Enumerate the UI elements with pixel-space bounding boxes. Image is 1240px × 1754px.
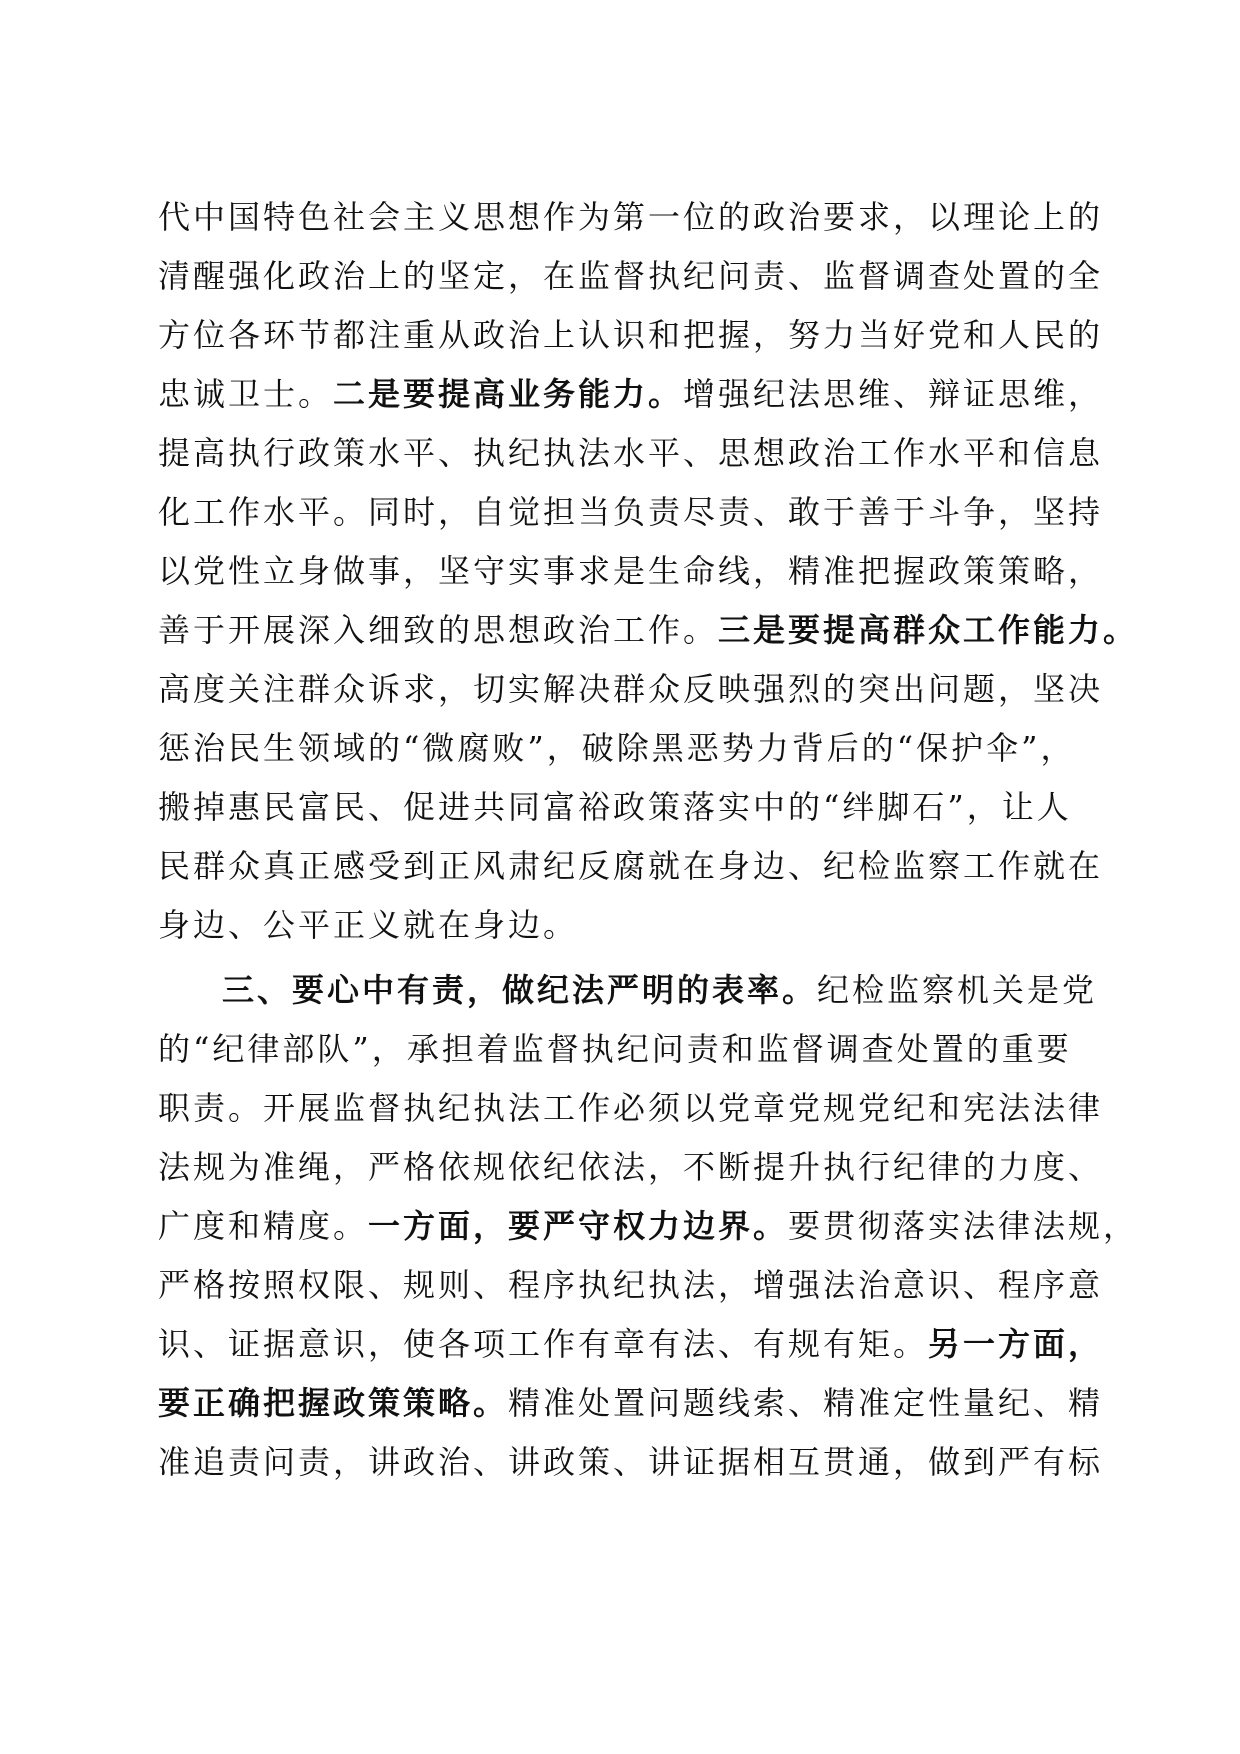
text-line: 职责。开展监督执纪执法工作必须以党章党规党纪和宪法法律 xyxy=(158,1089,1104,1127)
text-line: 法规为准绳，严格依规依纪依法，不断提升执行纪律的力度、 xyxy=(158,1148,1104,1186)
text-line: 准追责问责，讲政治、讲政策、讲证据相互贯通，做到严有标 xyxy=(158,1443,1104,1481)
text-line: 严格按照权限、规则、程序执纪执法，增强法治意识、程序意 xyxy=(158,1266,1104,1304)
text-run: 增强纪法思维、辩证思维， xyxy=(683,375,1104,413)
text-line xyxy=(158,1315,1104,1374)
section-heading: 三、要心中有责，做纪法严明的表率。 xyxy=(222,971,818,1009)
bold-heading: 要正确把握政策策略。 xyxy=(158,1384,509,1422)
text-run: 广度和精度。 xyxy=(158,1207,369,1245)
text-line: 的“纪律部队”，承担着监督执纪问责和监督调查处置的重要 xyxy=(158,1030,1072,1068)
text-run: 精准处置问题线索、精准定性量纪、精 xyxy=(508,1384,1104,1422)
bold-heading: 三是要提高群众工作能力。 xyxy=(718,611,1139,649)
text-line: 清醒强化政治上的坚定，在监督执纪问责、监督调查处置的全 xyxy=(158,257,1104,295)
text-line xyxy=(158,961,1098,1020)
text-line xyxy=(158,1374,1104,1433)
text-line: 高度关注群众诉求，切实解决群众反映强烈的突出问题，坚决 xyxy=(158,670,1104,708)
paragraph-2 xyxy=(158,961,1139,1492)
body-text xyxy=(158,188,1139,1492)
text-line: 搬掉惠民富民、促进共同富裕政策落实中的“绊脚石”，让人 xyxy=(158,788,1072,826)
text-run: 纪检监察机关是党 xyxy=(817,971,1098,1009)
text-line xyxy=(158,365,1104,424)
text-line: 惩治民生领域的“微腐败”，破除黑恶势力背后的“保护伞”， xyxy=(158,729,1076,767)
text-line xyxy=(158,1197,1139,1256)
text-line xyxy=(158,601,1139,660)
bold-heading: 二是要提高业务能力。 xyxy=(333,375,684,413)
text-run: 识、证据意识，使各项工作有章有法、有规有矩。 xyxy=(158,1325,929,1363)
text-line: 提高执行政策水平、执纪执法水平、思想政治工作水平和信息 xyxy=(158,434,1104,472)
paragraph-1 xyxy=(158,188,1139,955)
text-line: 方位各环节都注重从政治上认识和把握，努力当好党和人民的 xyxy=(158,316,1104,354)
text-run: 忠诚卫士。 xyxy=(158,375,334,413)
text-line: 化工作水平。同时，自觉担当负责尽责、敢于善于斗争，坚持 xyxy=(158,493,1104,531)
text-line: 代中国特色社会主义思想作为第一位的政治要求，以理论上的 xyxy=(158,198,1104,236)
bold-heading: 一方面，要严守权力边界。 xyxy=(368,1207,789,1245)
text-line: 民群众真正感受到正风肃纪反腐就在身边、纪检监察工作就在 xyxy=(158,847,1104,885)
text-run: 善于开展深入细致的思想政治工作。 xyxy=(158,611,719,649)
text-line: 身边、公平正义就在身边。 xyxy=(158,906,579,944)
bold-heading: 另一方面， xyxy=(928,1325,1104,1363)
text-line: 以党性立身做事，坚守实事求是生命线，精准把握政策策略， xyxy=(158,552,1104,590)
text-run: 要贯彻落实法律法规， xyxy=(788,1207,1139,1245)
